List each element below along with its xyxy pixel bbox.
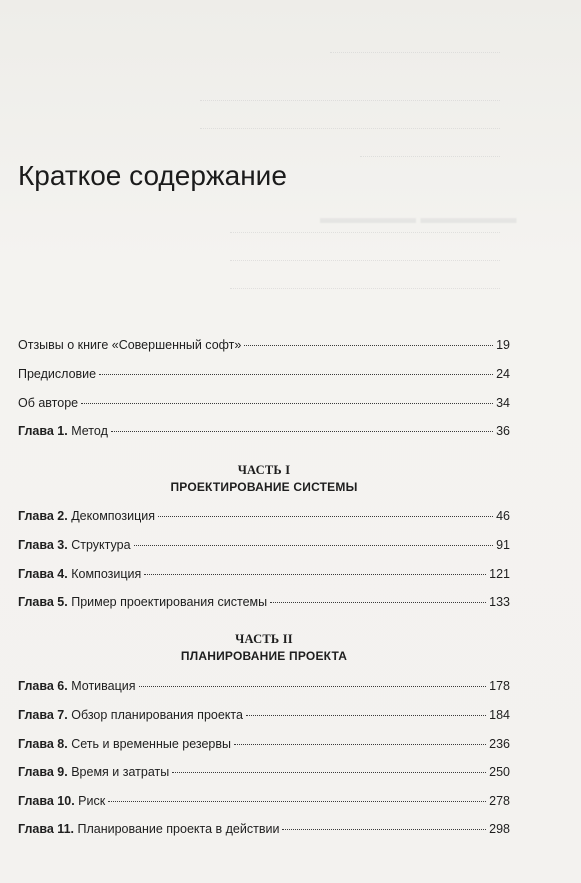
chapter-prefix: Глава 4.	[18, 567, 68, 581]
toc-entry	[18, 763, 510, 781]
toc-entry-page: 298	[489, 822, 510, 836]
toc-entry-title: Глава 6. Мотивация	[18, 679, 136, 693]
toc-entry-page: 184	[489, 708, 510, 722]
toc-entry	[18, 706, 510, 724]
toc-entry-title: Глава 4. Композиция	[18, 567, 142, 581]
toc-entry	[18, 792, 510, 810]
toc-entry-title: Глава 8. Сеть и временные резервы	[18, 737, 232, 751]
chapter-prefix: Глава 3.	[18, 538, 68, 552]
toc-entry-page: 278	[489, 794, 510, 808]
part-name: ПЛАНИРОВАНИЕ ПРОЕКТА	[180, 649, 348, 663]
chapter-prefix: Глава 8.	[18, 737, 68, 751]
toc-entry-title: Отзывы о книге «Совершенный софт»	[18, 338, 242, 352]
toc-entry-page: 36	[496, 424, 510, 438]
toc-entry-page: 19	[496, 338, 510, 352]
toc-entry-page: 46	[496, 509, 510, 523]
toc-entry-title: Глава 3. Структура	[18, 538, 131, 552]
ghost-heading: ▬▬▬▬▬▬ ▬▬▬▬▬▬	[320, 210, 517, 227]
toc-entry-title: Глава 10. Риск	[18, 794, 106, 808]
toc-entry-page: 178	[489, 679, 510, 693]
toc-entry-title: Глава 7. Обзор планирования проекта	[18, 708, 243, 722]
leader-dots	[172, 772, 486, 773]
toc-entry	[18, 735, 510, 753]
leader-dots	[108, 801, 486, 802]
chapter-prefix: Глава 7.	[18, 708, 68, 722]
leader-dots	[282, 829, 486, 830]
toc-entry-page: 91	[496, 538, 510, 552]
toc-entry-page: 236	[489, 737, 510, 751]
toc-entry-page: 250	[489, 765, 510, 779]
toc-entry-title: Глава 5. Пример проектирования системы	[18, 595, 268, 609]
leader-dots	[139, 686, 487, 687]
toc-entry-title: Глава 9. Время и затраты	[18, 765, 170, 779]
toc-entry-title: Предисловие	[18, 367, 97, 381]
toc-entry-page: 34	[496, 396, 510, 410]
chapter-prefix: Глава 10.	[18, 794, 75, 808]
leader-dots	[246, 715, 486, 716]
toc-entry-title: Глава 2. Декомпозиция	[18, 509, 155, 523]
chapter-prefix: Глава 11.	[18, 822, 74, 836]
toc-entry-page: 121	[489, 567, 510, 581]
chapter-prefix: Глава 2.	[18, 509, 68, 523]
chapter-prefix: Глава 1.	[18, 424, 68, 438]
toc-entry-page: 133	[489, 595, 510, 609]
chapter-prefix: Глава 5.	[18, 595, 68, 609]
toc-entry-title: Глава 1. Метод	[18, 424, 108, 438]
chapter-prefix: Глава 9.	[18, 765, 68, 779]
toc-entry	[18, 820, 510, 838]
leader-dots	[234, 744, 486, 745]
part-number: ЧАСТЬ II	[235, 632, 293, 646]
page-title: Краткое содержание	[18, 160, 287, 191]
toc-entry	[18, 677, 510, 695]
toc-entry-title: Об авторе	[18, 396, 79, 410]
part-name: ПРОЕКТИРОВАНИЕ СИСТЕМЫ	[170, 480, 358, 494]
part-number: ЧАСТЬ I	[237, 463, 291, 477]
toc-entry-page: 24	[496, 367, 510, 381]
chapter-prefix: Глава 6.	[18, 679, 68, 693]
toc-entry-title: Глава 11. Планирование проекта в действии	[18, 822, 280, 836]
table-of-contents-part-2	[18, 0, 510, 883]
